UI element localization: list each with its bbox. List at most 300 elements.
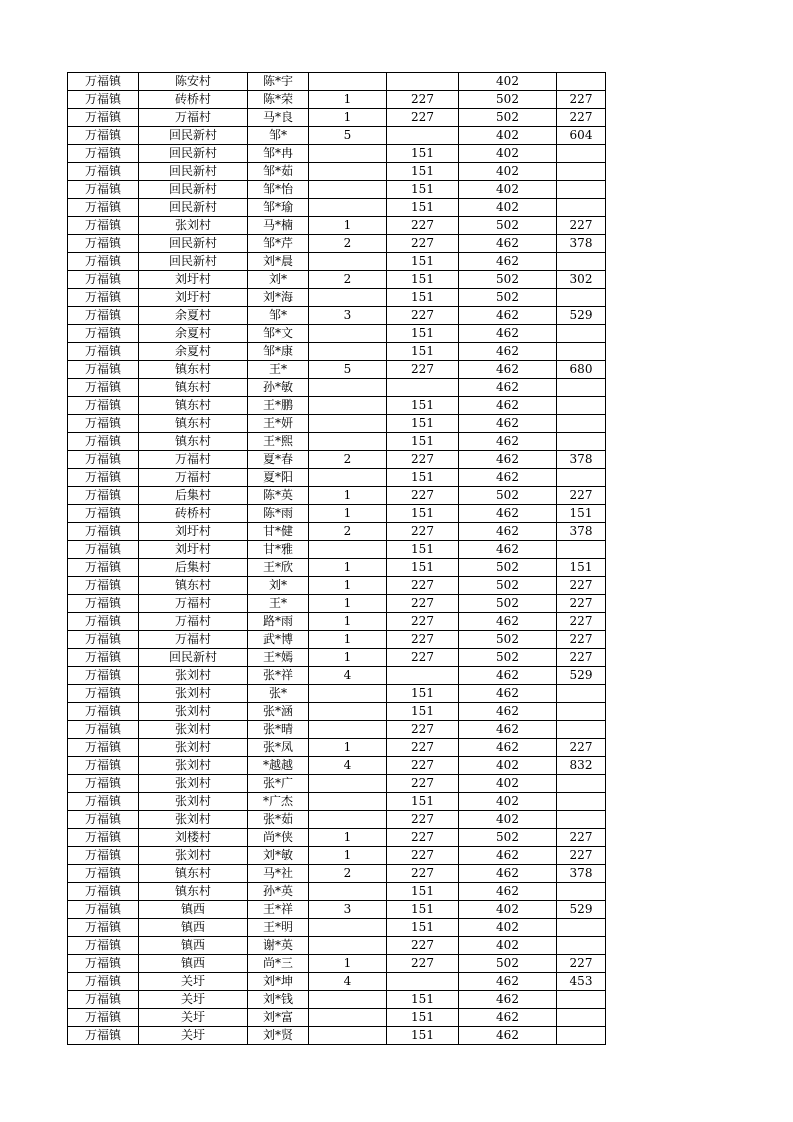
village-cell: 张刘村 — [139, 757, 248, 775]
town-cell: 万福镇 — [68, 775, 139, 793]
town-cell: 万福镇 — [68, 559, 139, 577]
name-cell: 王* — [248, 361, 309, 379]
total-cell: 227 — [557, 847, 606, 865]
table-row — [68, 505, 606, 523]
town-cell: 万福镇 — [68, 901, 139, 919]
count-cell — [309, 397, 387, 415]
town-cell: 万福镇 — [68, 415, 139, 433]
table-row — [68, 253, 606, 271]
village-cell: 后集村 — [139, 559, 248, 577]
amount-b-cell: 462 — [459, 883, 557, 901]
village-cell: 回民新村 — [139, 181, 248, 199]
village-cell: 镇东村 — [139, 883, 248, 901]
total-cell: 453 — [557, 973, 606, 991]
village-cell: 后集村 — [139, 487, 248, 505]
town-cell: 万福镇 — [68, 757, 139, 775]
name-cell: 邹*康 — [248, 343, 309, 361]
amount-b-cell: 502 — [459, 91, 557, 109]
amount-b-cell: 462 — [459, 541, 557, 559]
table-row — [68, 217, 606, 235]
village-cell: 张刘村 — [139, 217, 248, 235]
village-cell: 张刘村 — [139, 721, 248, 739]
amount-a-cell: 151 — [387, 343, 459, 361]
count-cell: 3 — [309, 901, 387, 919]
village-cell: 张刘村 — [139, 775, 248, 793]
town-cell: 万福镇 — [68, 73, 139, 91]
village-cell: 关圩 — [139, 973, 248, 991]
table-row — [68, 397, 606, 415]
count-cell — [309, 415, 387, 433]
count-cell — [309, 145, 387, 163]
total-cell — [557, 325, 606, 343]
name-cell: 武*博 — [248, 631, 309, 649]
name-cell: 刘* — [248, 271, 309, 289]
town-cell: 万福镇 — [68, 91, 139, 109]
name-cell: 张*凤 — [248, 739, 309, 757]
count-cell: 1 — [309, 559, 387, 577]
town-cell: 万福镇 — [68, 919, 139, 937]
count-cell — [309, 325, 387, 343]
village-cell: 刘圩村 — [139, 289, 248, 307]
town-cell: 万福镇 — [68, 505, 139, 523]
count-cell — [309, 73, 387, 91]
amount-b-cell: 462 — [459, 703, 557, 721]
amount-a-cell: 151 — [387, 703, 459, 721]
count-cell: 1 — [309, 847, 387, 865]
amount-a-cell: 227 — [387, 865, 459, 883]
total-cell: 227 — [557, 613, 606, 631]
amount-b-cell: 462 — [459, 847, 557, 865]
amount-b-cell: 502 — [459, 955, 557, 973]
table-row — [68, 451, 606, 469]
total-cell: 378 — [557, 451, 606, 469]
table-row — [68, 163, 606, 181]
amount-a-cell: 151 — [387, 541, 459, 559]
village-cell: 余夏村 — [139, 343, 248, 361]
village-cell: 刘圩村 — [139, 523, 248, 541]
name-cell: 陈*宇 — [248, 73, 309, 91]
amount-a-cell: 151 — [387, 415, 459, 433]
total-cell — [557, 145, 606, 163]
name-cell: 王*明 — [248, 919, 309, 937]
name-cell: 邹* — [248, 307, 309, 325]
total-cell — [557, 793, 606, 811]
table-row — [68, 775, 606, 793]
table-row — [68, 199, 606, 217]
count-cell — [309, 685, 387, 703]
name-cell: 刘*敏 — [248, 847, 309, 865]
total-cell — [557, 919, 606, 937]
amount-b-cell: 402 — [459, 181, 557, 199]
name-cell: 甘*雅 — [248, 541, 309, 559]
total-cell: 227 — [557, 91, 606, 109]
amount-a-cell: 227 — [387, 847, 459, 865]
amount-b-cell: 462 — [459, 415, 557, 433]
amount-a-cell: 227 — [387, 361, 459, 379]
total-cell — [557, 721, 606, 739]
count-cell: 1 — [309, 595, 387, 613]
name-cell: 张*晴 — [248, 721, 309, 739]
village-cell: 镇东村 — [139, 577, 248, 595]
name-cell: 王*嫣 — [248, 649, 309, 667]
amount-a-cell: 151 — [387, 181, 459, 199]
village-cell: 关圩 — [139, 1027, 248, 1045]
table-row — [68, 271, 606, 289]
table-row — [68, 739, 606, 757]
amount-a-cell: 227 — [387, 649, 459, 667]
total-cell: 227 — [557, 217, 606, 235]
village-cell: 刘圩村 — [139, 541, 248, 559]
amount-b-cell: 462 — [459, 343, 557, 361]
total-cell: 151 — [557, 505, 606, 523]
amount-b-cell: 502 — [459, 217, 557, 235]
town-cell: 万福镇 — [68, 739, 139, 757]
town-cell: 万福镇 — [68, 631, 139, 649]
table-row — [68, 343, 606, 361]
count-cell — [309, 937, 387, 955]
village-cell: 张刘村 — [139, 685, 248, 703]
amount-b-cell: 502 — [459, 595, 557, 613]
village-cell: 张刘村 — [139, 811, 248, 829]
total-cell — [557, 253, 606, 271]
table-row — [68, 703, 606, 721]
town-cell: 万福镇 — [68, 703, 139, 721]
amount-b-cell: 502 — [459, 487, 557, 505]
village-cell: 万福村 — [139, 631, 248, 649]
table-body — [68, 73, 606, 1045]
town-cell: 万福镇 — [68, 883, 139, 901]
table-row — [68, 325, 606, 343]
total-cell: 227 — [557, 577, 606, 595]
village-cell: 砖桥村 — [139, 91, 248, 109]
table-row — [68, 901, 606, 919]
amount-a-cell: 151 — [387, 253, 459, 271]
total-cell — [557, 1009, 606, 1027]
amount-a-cell: 151 — [387, 397, 459, 415]
total-cell — [557, 181, 606, 199]
table-row — [68, 919, 606, 937]
name-cell: 尚*三 — [248, 955, 309, 973]
count-cell: 1 — [309, 217, 387, 235]
count-cell — [309, 379, 387, 397]
amount-a-cell: 227 — [387, 577, 459, 595]
town-cell: 万福镇 — [68, 937, 139, 955]
amount-a-cell: 227 — [387, 217, 459, 235]
village-cell: 镇东村 — [139, 433, 248, 451]
amount-b-cell: 462 — [459, 1027, 557, 1045]
amount-b-cell: 402 — [459, 937, 557, 955]
name-cell: 陈*荣 — [248, 91, 309, 109]
table-row — [68, 721, 606, 739]
amount-b-cell: 462 — [459, 361, 557, 379]
amount-b-cell: 462 — [459, 721, 557, 739]
amount-b-cell: 462 — [459, 253, 557, 271]
count-cell: 1 — [309, 487, 387, 505]
count-cell: 2 — [309, 523, 387, 541]
total-cell: 227 — [557, 631, 606, 649]
name-cell: 刘*贤 — [248, 1027, 309, 1045]
town-cell: 万福镇 — [68, 109, 139, 127]
village-cell: 余夏村 — [139, 325, 248, 343]
amount-b-cell: 462 — [459, 379, 557, 397]
amount-a-cell: 227 — [387, 595, 459, 613]
village-cell: 镇西 — [139, 919, 248, 937]
amount-b-cell: 402 — [459, 163, 557, 181]
total-cell — [557, 289, 606, 307]
name-cell: 张*茹 — [248, 811, 309, 829]
amount-b-cell: 502 — [459, 289, 557, 307]
name-cell: 邹*冉 — [248, 145, 309, 163]
amount-b-cell: 462 — [459, 469, 557, 487]
name-cell: 王*鹏 — [248, 397, 309, 415]
amount-b-cell: 402 — [459, 127, 557, 145]
amount-a-cell: 227 — [387, 955, 459, 973]
amount-b-cell: 402 — [459, 145, 557, 163]
amount-b-cell: 502 — [459, 631, 557, 649]
village-cell: 镇西 — [139, 937, 248, 955]
town-cell: 万福镇 — [68, 811, 139, 829]
amount-a-cell — [387, 127, 459, 145]
name-cell: 王* — [248, 595, 309, 613]
name-cell: 王*欣 — [248, 559, 309, 577]
name-cell: 刘*钱 — [248, 991, 309, 1009]
town-cell: 万福镇 — [68, 145, 139, 163]
table-row — [68, 379, 606, 397]
count-cell: 2 — [309, 235, 387, 253]
village-cell: 镇西 — [139, 901, 248, 919]
town-cell: 万福镇 — [68, 325, 139, 343]
amount-b-cell: 502 — [459, 271, 557, 289]
name-cell: 刘*富 — [248, 1009, 309, 1027]
amount-b-cell: 402 — [459, 919, 557, 937]
count-cell: 4 — [309, 667, 387, 685]
name-cell: 邹*瑜 — [248, 199, 309, 217]
total-cell — [557, 379, 606, 397]
count-cell — [309, 343, 387, 361]
town-cell: 万福镇 — [68, 217, 139, 235]
village-cell: 关圩 — [139, 991, 248, 1009]
amount-b-cell: 502 — [459, 577, 557, 595]
town-cell: 万福镇 — [68, 181, 139, 199]
village-cell: 镇东村 — [139, 379, 248, 397]
count-cell: 2 — [309, 451, 387, 469]
table-row — [68, 973, 606, 991]
table-row — [68, 577, 606, 595]
total-cell — [557, 703, 606, 721]
name-cell: 夏*阳 — [248, 469, 309, 487]
count-cell — [309, 541, 387, 559]
table-row — [68, 631, 606, 649]
table-row — [68, 847, 606, 865]
total-cell: 151 — [557, 559, 606, 577]
count-cell: 1 — [309, 577, 387, 595]
count-cell — [309, 433, 387, 451]
amount-a-cell: 227 — [387, 523, 459, 541]
total-cell — [557, 433, 606, 451]
name-cell: 邹*文 — [248, 325, 309, 343]
table-row — [68, 595, 606, 613]
town-cell: 万福镇 — [68, 991, 139, 1009]
table-row — [68, 109, 606, 127]
count-cell — [309, 253, 387, 271]
count-cell: 1 — [309, 829, 387, 847]
amount-a-cell: 227 — [387, 937, 459, 955]
total-cell: 680 — [557, 361, 606, 379]
amount-a-cell: 151 — [387, 793, 459, 811]
town-cell: 万福镇 — [68, 289, 139, 307]
town-cell: 万福镇 — [68, 847, 139, 865]
total-cell: 378 — [557, 235, 606, 253]
town-cell: 万福镇 — [68, 271, 139, 289]
amount-a-cell: 227 — [387, 451, 459, 469]
amount-b-cell: 462 — [459, 685, 557, 703]
amount-a-cell: 227 — [387, 235, 459, 253]
count-cell: 2 — [309, 271, 387, 289]
table-row — [68, 667, 606, 685]
amount-a-cell: 227 — [387, 739, 459, 757]
total-cell — [557, 991, 606, 1009]
village-cell: 回民新村 — [139, 253, 248, 271]
amount-b-cell: 462 — [459, 973, 557, 991]
amount-a-cell: 151 — [387, 325, 459, 343]
town-cell: 万福镇 — [68, 199, 139, 217]
count-cell: 1 — [309, 955, 387, 973]
amount-a-cell: 227 — [387, 829, 459, 847]
town-cell: 万福镇 — [68, 685, 139, 703]
count-cell — [309, 289, 387, 307]
amount-a-cell — [387, 973, 459, 991]
name-cell: 尚*侠 — [248, 829, 309, 847]
amount-b-cell: 462 — [459, 307, 557, 325]
amount-b-cell: 462 — [459, 739, 557, 757]
village-cell: 余夏村 — [139, 307, 248, 325]
name-cell: 张*祥 — [248, 667, 309, 685]
amount-a-cell: 151 — [387, 559, 459, 577]
village-cell: 回民新村 — [139, 199, 248, 217]
village-cell: 万福村 — [139, 109, 248, 127]
amount-b-cell: 402 — [459, 199, 557, 217]
village-cell: 砖桥村 — [139, 505, 248, 523]
amount-a-cell — [387, 73, 459, 91]
town-cell: 万福镇 — [68, 649, 139, 667]
town-cell: 万福镇 — [68, 487, 139, 505]
amount-b-cell: 402 — [459, 793, 557, 811]
name-cell: *越越 — [248, 757, 309, 775]
name-cell: 刘*晨 — [248, 253, 309, 271]
count-cell: 3 — [309, 307, 387, 325]
table-row — [68, 289, 606, 307]
count-cell — [309, 199, 387, 217]
town-cell: 万福镇 — [68, 361, 139, 379]
count-cell — [309, 919, 387, 937]
count-cell — [309, 721, 387, 739]
table-row — [68, 883, 606, 901]
amount-b-cell: 462 — [459, 523, 557, 541]
amount-a-cell: 151 — [387, 199, 459, 217]
total-cell — [557, 1027, 606, 1045]
village-cell: 万福村 — [139, 613, 248, 631]
town-cell: 万福镇 — [68, 397, 139, 415]
total-cell: 227 — [557, 649, 606, 667]
village-cell: 张刘村 — [139, 793, 248, 811]
count-cell — [309, 181, 387, 199]
table-row — [68, 1009, 606, 1027]
amount-b-cell: 462 — [459, 1009, 557, 1027]
name-cell: 谢*英 — [248, 937, 309, 955]
amount-a-cell: 151 — [387, 685, 459, 703]
amount-b-cell: 462 — [459, 325, 557, 343]
town-cell: 万福镇 — [68, 235, 139, 253]
town-cell: 万福镇 — [68, 955, 139, 973]
amount-a-cell: 151 — [387, 289, 459, 307]
amount-a-cell: 227 — [387, 811, 459, 829]
count-cell — [309, 793, 387, 811]
village-cell: 镇西 — [139, 955, 248, 973]
name-cell: 王*祥 — [248, 901, 309, 919]
town-cell: 万福镇 — [68, 613, 139, 631]
amount-a-cell: 151 — [387, 271, 459, 289]
town-cell: 万福镇 — [68, 451, 139, 469]
amount-b-cell: 462 — [459, 235, 557, 253]
total-cell — [557, 775, 606, 793]
table-row — [68, 613, 606, 631]
count-cell: 1 — [309, 613, 387, 631]
total-cell: 302 — [557, 271, 606, 289]
table-row — [68, 937, 606, 955]
name-cell: 张*广 — [248, 775, 309, 793]
count-cell: 1 — [309, 631, 387, 649]
table-row — [68, 235, 606, 253]
table-row — [68, 361, 606, 379]
total-cell: 529 — [557, 667, 606, 685]
count-cell: 5 — [309, 361, 387, 379]
count-cell: 1 — [309, 649, 387, 667]
amount-b-cell: 502 — [459, 649, 557, 667]
amount-a-cell: 227 — [387, 613, 459, 631]
count-cell: 1 — [309, 109, 387, 127]
amount-b-cell: 462 — [459, 991, 557, 1009]
table-row — [68, 91, 606, 109]
amount-b-cell: 462 — [459, 397, 557, 415]
name-cell: 张*涵 — [248, 703, 309, 721]
table-row — [68, 811, 606, 829]
amount-a-cell: 151 — [387, 505, 459, 523]
name-cell: 陈*英 — [248, 487, 309, 505]
village-cell: 镇东村 — [139, 361, 248, 379]
amount-a-cell: 151 — [387, 1009, 459, 1027]
total-cell: 227 — [557, 739, 606, 757]
village-cell: 镇东村 — [139, 415, 248, 433]
table-row — [68, 469, 606, 487]
name-cell: 甘*健 — [248, 523, 309, 541]
total-cell — [557, 685, 606, 703]
amount-a-cell: 151 — [387, 469, 459, 487]
village-cell: 陈安村 — [139, 73, 248, 91]
count-cell — [309, 703, 387, 721]
amount-b-cell: 462 — [459, 667, 557, 685]
name-cell: *广杰 — [248, 793, 309, 811]
total-cell: 378 — [557, 523, 606, 541]
data-table — [67, 72, 606, 1045]
count-cell: 5 — [309, 127, 387, 145]
amount-a-cell — [387, 667, 459, 685]
amount-b-cell: 462 — [459, 451, 557, 469]
village-cell: 张刘村 — [139, 667, 248, 685]
town-cell: 万福镇 — [68, 541, 139, 559]
village-cell: 万福村 — [139, 469, 248, 487]
village-cell: 张刘村 — [139, 703, 248, 721]
total-cell — [557, 469, 606, 487]
